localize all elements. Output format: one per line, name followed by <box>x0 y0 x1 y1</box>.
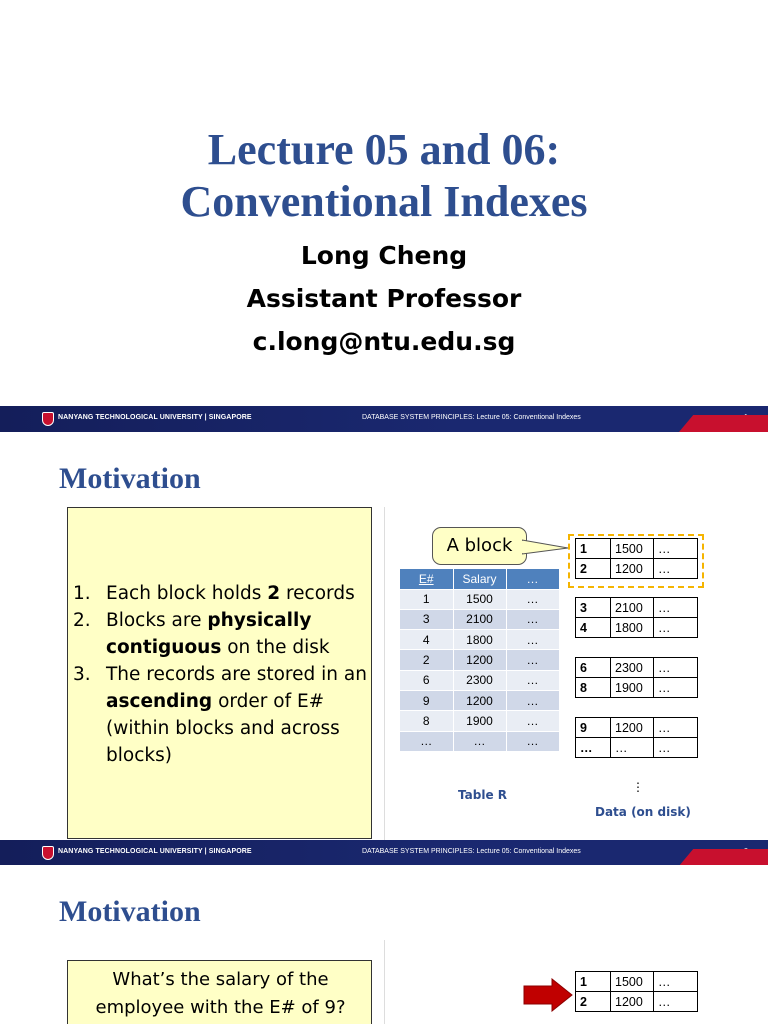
motivation-question-slide <box>0 865 768 1024</box>
list-item: 3. The records are stored in an ascending order of E# (within blocks and across blocks) <box>73 664 367 766</box>
block-row: 8 1900 … <box>576 678 698 698</box>
table-row: 8 1900 … <box>400 711 559 731</box>
footer-course: DATABASE SYSTEM PRINCIPLES: Lecture 05: Conventional Indexes <box>362 414 581 421</box>
more-blocks-ellipsis: ⋮ <box>632 780 644 794</box>
disk-block <box>575 971 698 1012</box>
disk-block <box>575 657 698 698</box>
block-row: 6 2300 … <box>576 658 698 678</box>
table-header-row: E# Salary … <box>400 569 559 589</box>
ntu-crest-icon <box>42 846 54 860</box>
footer-red-accent <box>675 849 768 866</box>
disk-block <box>575 717 698 758</box>
column-divider <box>384 507 385 840</box>
table-row: 1 1500 … <box>400 589 559 609</box>
column-divider <box>384 940 385 1024</box>
title-slide <box>0 0 768 406</box>
slide-footer <box>0 840 768 866</box>
author-name: Long Cheng <box>300 241 468 270</box>
assumptions-box <box>67 507 372 839</box>
block-callout: A block <box>432 527 527 565</box>
table-row: 3 2100 … <box>400 609 559 629</box>
data-caption: Data (on disk) <box>595 805 691 819</box>
list-item: 2. Blocks are physically contiguous on the disk <box>73 610 330 658</box>
author-email: c.long@ntu.edu.sg <box>252 327 516 356</box>
table-r <box>400 569 560 751</box>
table-caption: Table R <box>458 788 507 802</box>
footer-university: NANYANG TECHNOLOGICAL UNIVERSITY | SINGAPORE <box>58 848 252 855</box>
lecture-title-line1: Lecture 05 and 06: <box>207 125 561 174</box>
assumptions-list <box>73 580 368 769</box>
footer-university: NANYANG TECHNOLOGICAL UNIVERSITY | SINGAPORE <box>58 414 252 421</box>
block-row: 1 1500 … <box>576 539 698 559</box>
block-row: 4 1800 … <box>576 618 698 638</box>
callout-pointer <box>522 538 572 560</box>
block-row: 1 1500 … <box>576 972 698 992</box>
table-row: 9 1200 … <box>400 690 559 710</box>
ntu-crest-icon <box>42 412 54 426</box>
slide-footer <box>0 406 768 432</box>
list-item: 1. Each block holds 2 records <box>73 583 355 604</box>
block-row: 2 1200 … <box>576 992 698 1012</box>
motivation-slide <box>0 432 768 840</box>
block-row: … … … <box>576 738 698 758</box>
footer-course: DATABASE SYSTEM PRINCIPLES: Lecture 05: Conventional Indexes <box>362 848 581 855</box>
slide-heading: Motivation <box>59 462 201 495</box>
block-row: 3 2100 … <box>576 598 698 618</box>
red-arrow-icon <box>522 978 574 1012</box>
disk-block <box>575 538 698 579</box>
table-row: 4 1800 … <box>400 630 559 650</box>
table-row: 6 2300 … <box>400 670 559 690</box>
table-row: … … … <box>400 731 559 751</box>
slide-heading: Motivation <box>59 895 201 928</box>
question-box <box>67 960 372 1024</box>
disk-block <box>575 597 698 638</box>
question-text: What’s the salary of the employee with the E# of 9? <box>95 969 346 1018</box>
table-row: 2 1200 … <box>400 650 559 670</box>
lecture-title-line2: Conventional Indexes <box>180 177 588 226</box>
block-row: 2 1200 … <box>576 559 698 579</box>
author-role: Assistant Professor <box>246 284 522 313</box>
footer-red-accent <box>675 415 768 432</box>
block-row: 9 1200 … <box>576 718 698 738</box>
